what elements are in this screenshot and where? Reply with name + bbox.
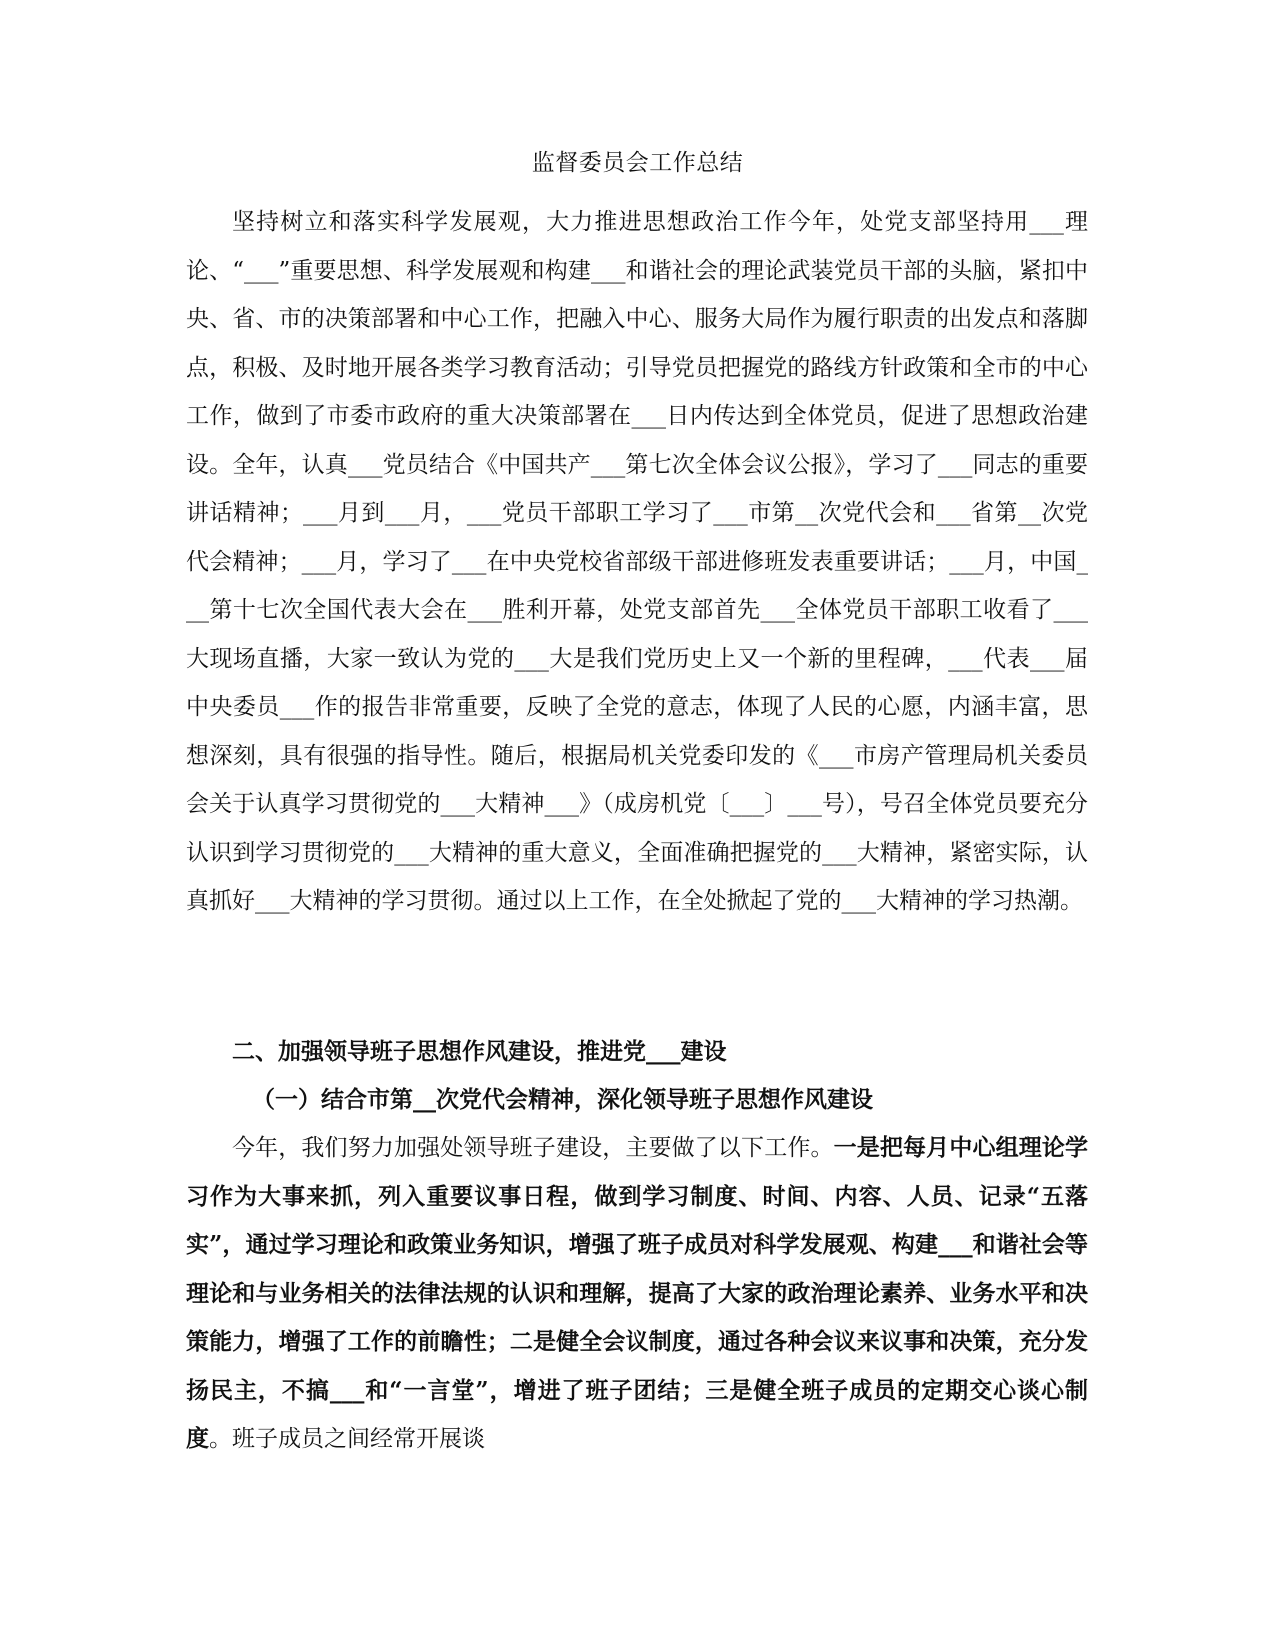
- paragraph-leadership-building: [186, 1124, 1088, 1464]
- section-heading-2: 二、加强领导班子思想作风建设，推进党___建设: [232, 1038, 727, 1065]
- paragraph-tail-text: 。班子成员之间经常开展谈: [209, 1426, 485, 1452]
- paragraph-study-work: 坚持树立和落实科学发展观，大力推进思想政治工作今年，处党支部坚持用___理论、“___”重要思想、科学发展观和构建___和谐社会的理论武装党员干部的头脑，紧扣中央、省、市的决策部署和中心工作，把融入中心、服务大局作为履行职责的出发点和落脚点，积极、及时地开展各类学习教育活动；引导党员把握党的路线方针政策和全市的中心工作，做到了市委市政府的重大决策部署在___日内传达到全体党员，促进了思想政治建设。全年，认真___党员结合《中国共产___第七次全体会议公报》，学习了___同志的重要讲话精神；___月到___月，___党员干部职工学习了___市第__次党代会和___省第__次党代会精神；___月，学习了___在中央党校省部级干部进修班发表重要讲话；___月，中国___第十七次全国代表大会在___胜利开幕，处党支部首先___全体党员干部职工收看了___大现场直播，大家一致认为党的___大是我们党历史上又一个新的里程碑，___代表___届中央委员___作的报告非常重要，反映了全党的意志，体现了人民的心愿，内涵丰富，思想深刻，具有很强的指导性。随后，根据局机关党委印发的《___市房产管理局机关委员会关于认真学习贯彻党的___大精神___》（成房机党〔___〕___号），号召全体党员要充分认识到学习贯彻党的___大精神的重大意义，全面准确把握党的___大精神，紧密实际，认真抓好___大精神的学习贯彻。通过以上工作，在全处掀起了党的___大精神的学习热潮。: [186, 209, 1088, 914]
- paragraph-lead-text: 今年，我们努力加强处领导班子建设，主要做了以下工作。: [232, 1135, 834, 1161]
- paragraph-bold-text: 一是把每月中心组理论学习作为大事来抓，列入重要议事日程，做到学习制度、时间、内容、人员、记录“五落实”，通过学习理论和政策业务知识，增强了班子成员对科学发展观、构建___和谐社会等理论和与业务相关的法律法规的认识和理解，提高了大家的政治理论素养、业务水平和决策能力，增强了工作的前瞻性；二是健全会议制度，通过各种会议来议事和决策，充分发扬民主，不搞___和“一言堂”，增进了班子团结；三是健全班子成员的定期交心谈心制度: [186, 1134, 1089, 1452]
- subsection-heading-1: （一）结合市第__次党代会精神，深化领导班子思想作风建设: [252, 1086, 873, 1113]
- document-title: 监督委员会工作总结: [531, 150, 744, 176]
